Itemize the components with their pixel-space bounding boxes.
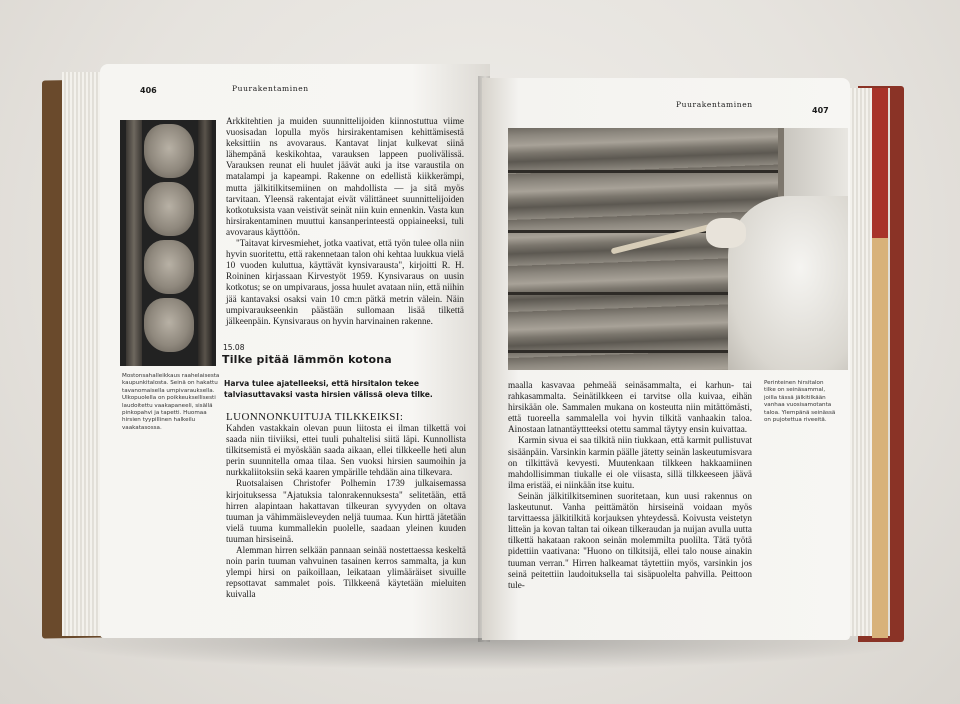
log-end	[144, 298, 194, 352]
edge-marker-tan	[872, 238, 888, 638]
page-edges-right	[846, 88, 890, 636]
paragraph: maalla kasvavaa pehmeää seinäsammalta, ei karhun- tai rahkasammalta. Seinätilkkeen ei tarvitse olla kuivaa, eihän hirsikään ole. Sammalen mukana on kosteutta niin mitättömästi, että tuoreella sammalella voi hyvin tilkitä vanhaakin taloa. Ainostaan latnantäyttteeksi otettu sammal täytyy ensin kuivattaa.	[508, 380, 752, 435]
section-title: Tilke pitää lämmön kotona	[222, 353, 392, 366]
paragraph: Ruotsalaisen Christofer Polhemin 1739 julkaisemassa kirjoituksessa "Ajatuksia talonrakennuksesta" selitetään, että hirren alapintaan hakattavan tilkeuran syvyyden on oltava tuuman ja vähimmäisleveyden neljä tuumaa. Kun hirttä jätetään vielä tuuma kummallekin puolelle, saadaan yleinen kuuden tuuman hirsiseinä.	[226, 478, 466, 544]
log-end	[144, 240, 194, 294]
caulking-chisel	[611, 222, 719, 254]
caulking-photo	[508, 128, 848, 370]
right-page	[482, 78, 850, 640]
log-wall-photo	[120, 120, 216, 366]
worker-arm	[728, 196, 848, 370]
body-text	[508, 380, 752, 591]
paragraph: Seinän jälkitilkitseminen suoritetaan, kun uusi rakennus on laskeutunut. Vanha peittämätön hirsiseinä voidaan myös tarvittaessa jälkitilkitä korjauksen yhteydessä. Koivusta veistetyn litteän ja kovan taltan tai oikean tilkeraudan ja nuijan avulla uutta tilkettä hakataan rakoon seinän molemmilta puolilta. Tätä työtä pidettiin vaativana: "Huono on tilkitsijä, ellei talo nouse ainakin tuuman verran." Hirren halkeamat täytettiin myös, varsinkin jos seinä peitettiin laudoituksella tai sisäpuolelta pahvilla. Peittoon tule-	[508, 490, 752, 590]
body-text-bottom	[226, 423, 466, 601]
edge-marker-red	[872, 88, 888, 238]
running-head: Puurakentaminen	[232, 84, 309, 93]
photo-post	[198, 120, 212, 366]
paragraph: Kahden vastakkain olevan puun liitosta ei ilman tilkettä voi saada niin tiiviiksi, ettei tuuli puhaltelisi siitä läpi. Kunnollista tilkitsemistä ei myöskään saada aikaan, ellei tilkkeelle heti alun perin suunnitella omaa tilaa. Sen vuoksi hirsien saumoihin ja nurkkaliitoksiin sekä kaaren ympärille tehdään aina tilkevara.	[226, 423, 466, 478]
section-lead: Harva tulee ajatelleeksi, että hirsitalon tekee talviasuttavaksi vasta hirsien välissä oleva tilke.	[224, 379, 433, 399]
section-number: 15.08	[223, 343, 245, 352]
photo-post	[126, 120, 142, 366]
log-end	[144, 124, 194, 178]
paragraph: "Taitavat kirvesmiehet, jotka vaativat, että työn tulee olla niin hyvin suoritettu, että rakennetaan talon ohi kehtaa luukkua vielä 10 vuoden kuluttua, käyttävät kynsivarausta", kirjoitti R. H. Roininen kirjassaan Kirvestyöt 1959. Kynsivaraus on uusin kotkotus; se on umpivaraus, jossa huulet avataan niin, että niihin jää kantavaksi osaksi vain 10 cm:n pätkä metrin välein. Näin umpivaraukseenkin päästään sullomaan lisää tilkettä jälkeenpäin. Kynsivaraus on hyvin harvinainen rakenne.	[226, 238, 464, 326]
photo-caption: Mostonsahalleikkaus raahelaisesta kaupunkitalosta. Seinä on hakattu tavanomaisella umpivarauksella. Ulkopuolella on poikkeuksellisesti laudoitettu vaakapaneeli, sisällä pinkopahvi ja tapetti. Huomaa hirsien tyypillinen halkeilu vaakatasossa.	[122, 373, 220, 431]
page-number: 406	[140, 86, 157, 95]
worker-hand	[706, 218, 746, 248]
paragraph: Arkkitehtien ja muiden suunnittelijoiden kiinnostuttua viime vuosisadan lopulla myös hirsirakentamisen kehittämisestä keksittiin ns avovaraus. Kantavat linjat kulkevat siinä lähempänä keskikohtaa, varauksen lappeen puolivälissä. Varauksen reunat eli huulet jäävät auki ja itse varaustila on matalampi ja kapeampi. Rakenne on edellistä kiikkerämpi, mutta jälkitilkitsemiinen on mahdollista — ja sitä myös tarvitaan. Yleensä rakentajat eivät välittäneet suunnittelijoiden kotkotuksista vaan veistivät seinät niin kuin ennenkin. Vasta kun hirsirakentaminen muuttui kansanperinteestä oppiaineeksi, tuli avovaraus käyttöön.	[226, 116, 464, 237]
paragraph: Alemman hirren selkään pannaan seinää nostettaessa keskeltä noin parin tuuman vahvuinen tasainen kerros sammalta, ja kun ylempi hirsi on paikoillaan, leikataan ylimääräiset sivuille repsottavat sammalet pois. Tilkkeenä käytetään mieluiten kuivalla	[226, 545, 466, 600]
subheading: LUONNONKUITUJA TILKKEIKSI:	[226, 411, 404, 423]
page-number: 407	[812, 106, 829, 115]
log-end	[144, 182, 194, 236]
body-text-top	[226, 116, 464, 327]
running-head: Puurakentaminen	[676, 100, 753, 109]
paragraph: Karmin sivua ei saa tilkitä niin tiukkaan, että karmit pullistuvat sisäänpäin. Varsinkin karmin päälle jätetty seinän laskeutumisvara on tilkittävä kevyesti. Muutenkaan tilkkeen hakkaamiinen mahdollisimman tiukalle ei ole viisasta, sillä tilkkeeseen jäävä ilma eristää, ei niinkään itse kuitu.	[508, 435, 752, 490]
photo-caption: Perinteinen hirsitalon tilke on seinäsammal, joilla tässä jälkitilkään vanhaa vuosisamotanta taloa. Ylempänä seinässä on pujotettua riveeitä.	[764, 380, 836, 424]
left-page	[100, 64, 490, 638]
